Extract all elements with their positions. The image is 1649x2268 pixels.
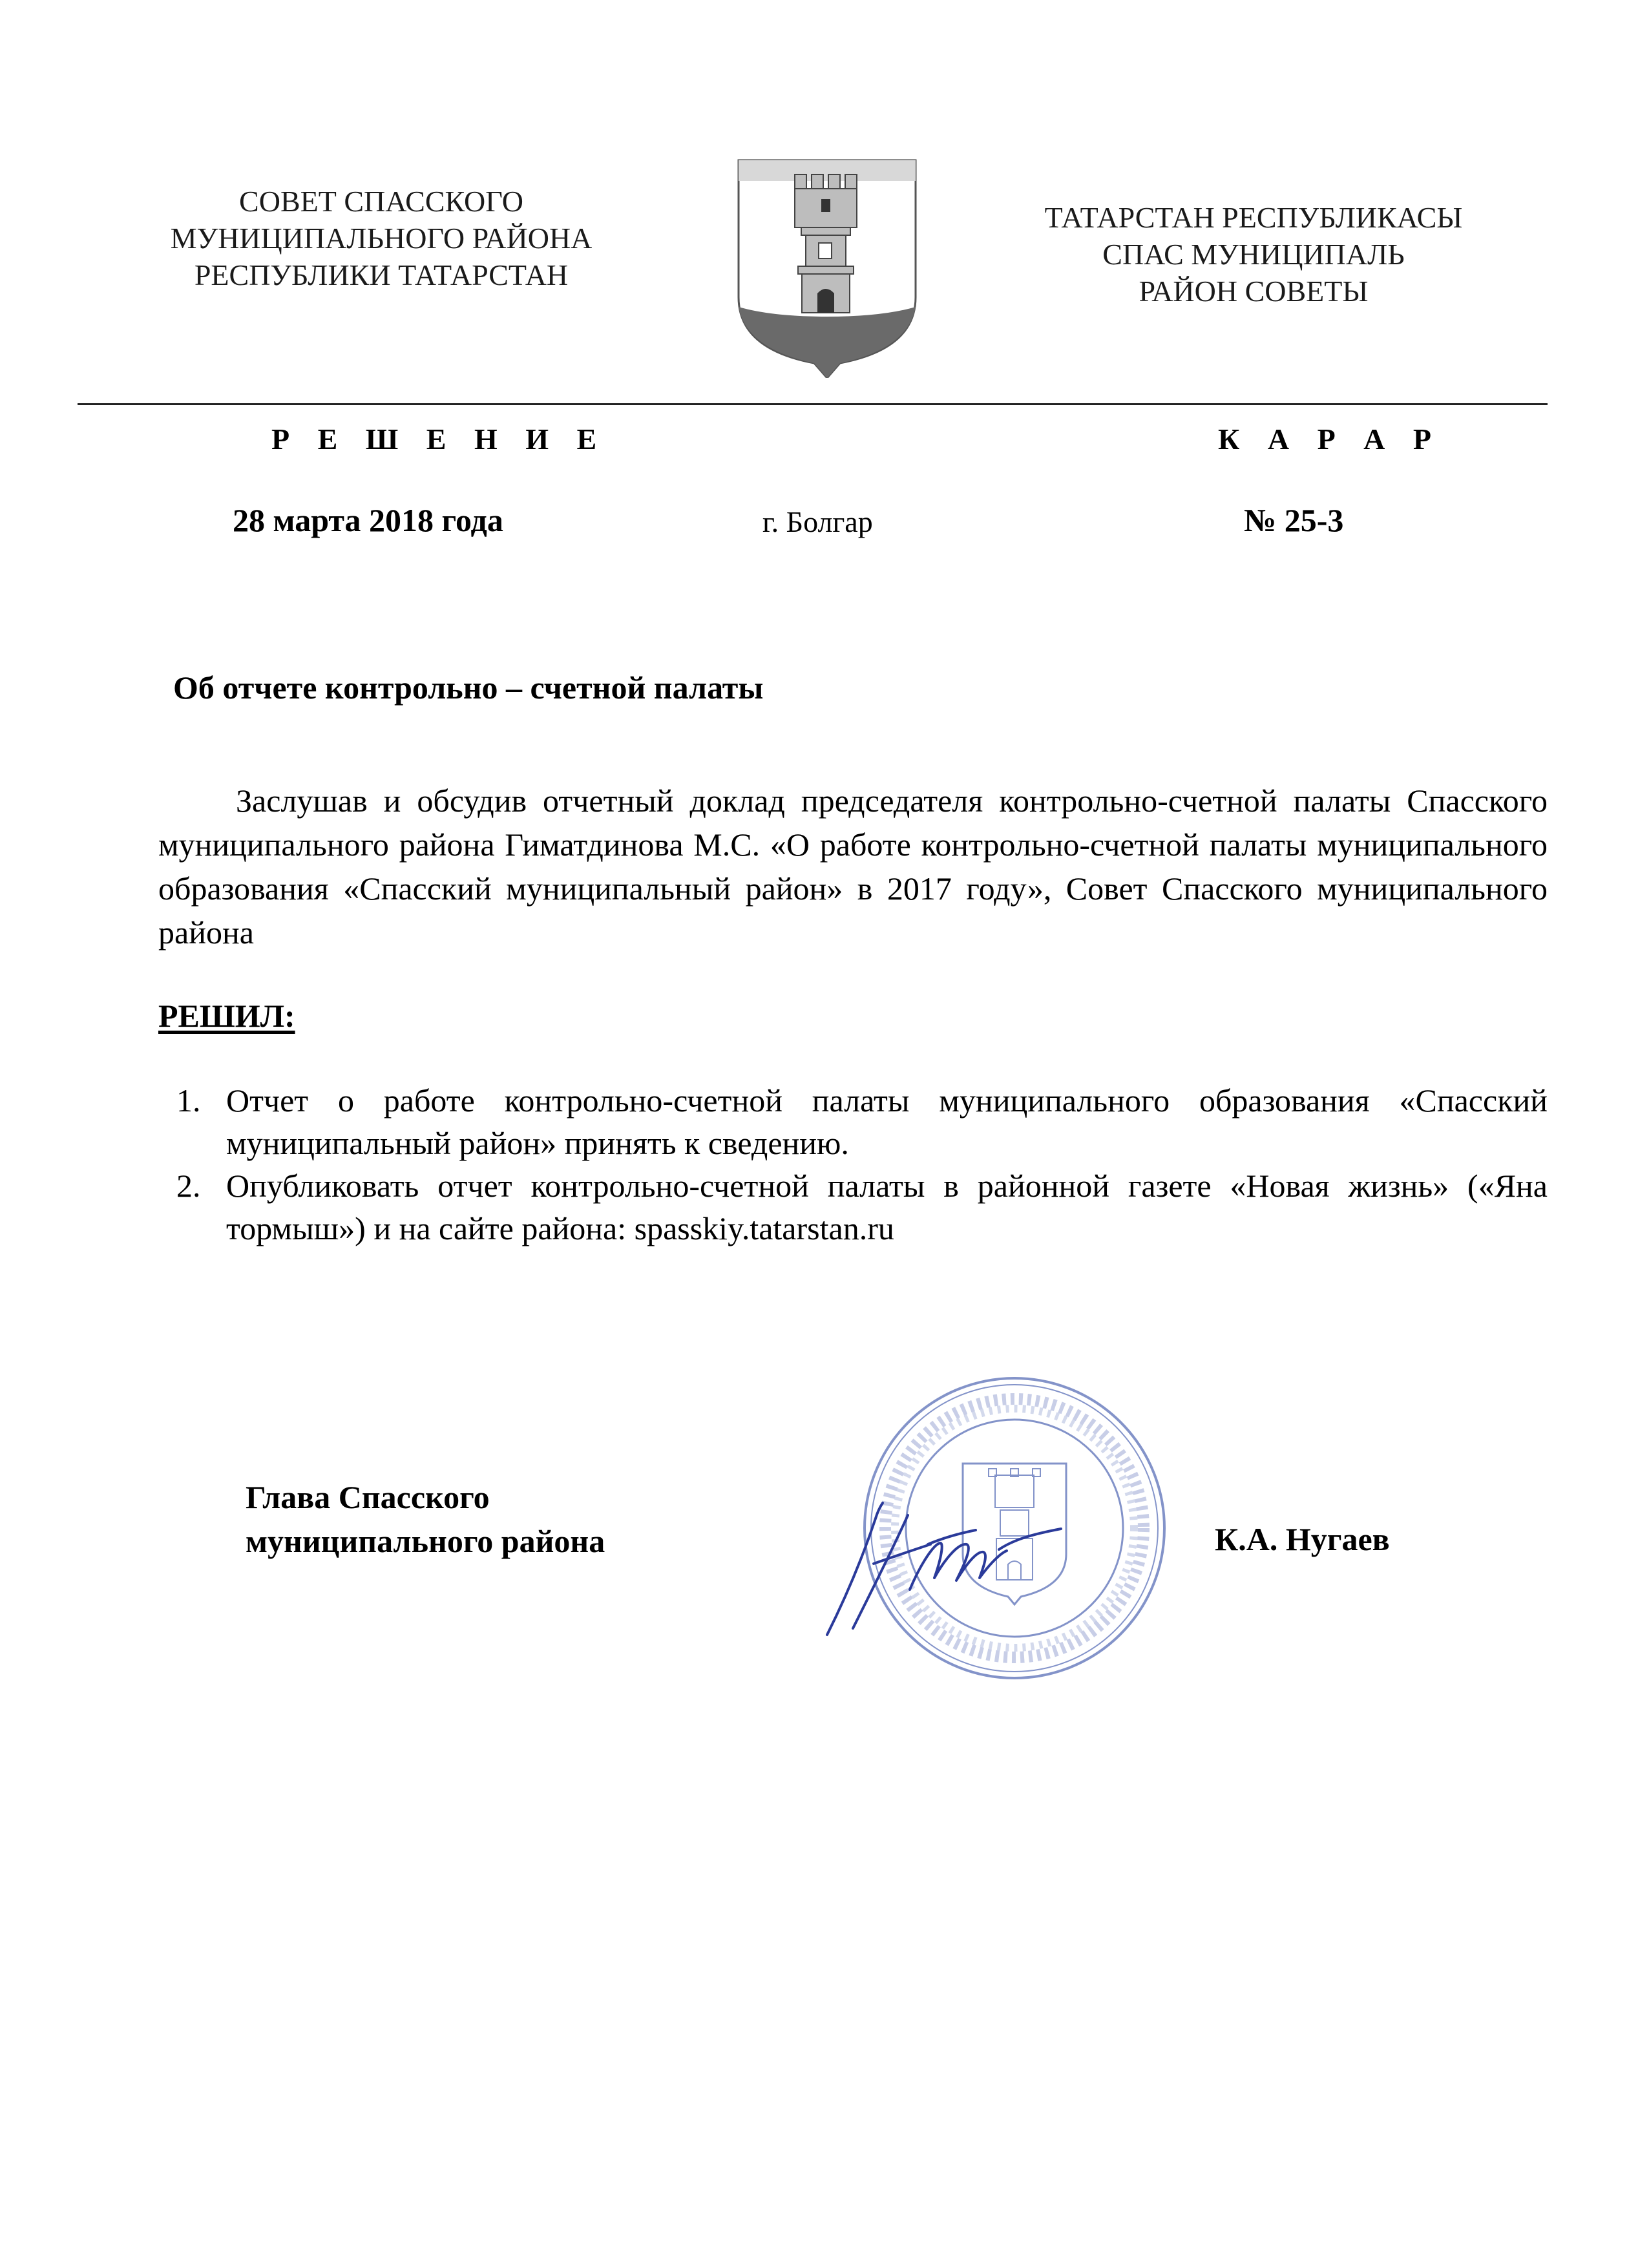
resolution-text: Отчет о работе контрольно-счетной палаты муниципального образования «Спасский муниципальный район» принять к сведению. [226,1082,1548,1161]
header-right-line: ТАТАРСТАН РЕСПУБЛИКАСЫ [1044,201,1463,234]
resolution-list [158,1079,1548,1250]
header-left-council-name [116,183,646,293]
resolution-item [158,1164,1548,1250]
doc-type-karar: К А Р А Р [1218,423,1442,456]
signature-title-line: Глава Спасского [246,1479,490,1515]
resolution-number: 1. [176,1082,201,1118]
resolution-number: 2. [176,1168,201,1204]
header-right-line: СПАС МУНИЦИПАЛЬ [1102,238,1405,271]
intro-paragraph: Заслушав и обсудив отчетный доклад председателя контрольно-счетной палаты Спасского муниципального района Гиматдинова М.С. «О работе контрольно-счетной палаты муниципального образования «Спасский муниципальный район» в 2017 году», Совет Спасского муниципального района [158,782,1548,950]
header-divider [78,403,1548,405]
header-left-line: МУНИЦИПАЛЬНОГО РАЙОНА [170,222,593,255]
signature-title [246,1475,605,1563]
header-right-council-name [989,199,1518,310]
signature-name: К.А. Нугаев [1215,1521,1390,1557]
doc-place: г. Болгар [762,505,873,538]
doc-number: № 25-3 [1244,502,1344,538]
doc-title: Об отчете контрольно – счетной палаты [173,669,764,706]
coat-of-arms-icon [733,155,921,378]
header-left-line: СОВЕТ СПАССКОГО [239,185,523,218]
decided-label: РЕШИЛ: [158,998,295,1034]
signature-title-line: муниципального района [246,1523,605,1559]
header-right-line: РАЙОН СОВЕТЫ [1139,275,1369,308]
resolution-text: Опубликовать отчет контрольно-счетной палаты в районной газете «Новая жизнь» («Яна тормыш») и на сайте района: spasskiy.tatarstan.ru [226,1168,1548,1246]
header-left-line: РЕСПУБЛИКИ ТАТАРСТАН [194,258,569,291]
doc-type-resheniye: Р Е Ш Е Н И Е [271,423,607,456]
resolution-item [158,1079,1548,1164]
handwritten-signature-icon [801,1467,1073,1648]
doc-date: 28 марта 2018 года [233,502,503,538]
